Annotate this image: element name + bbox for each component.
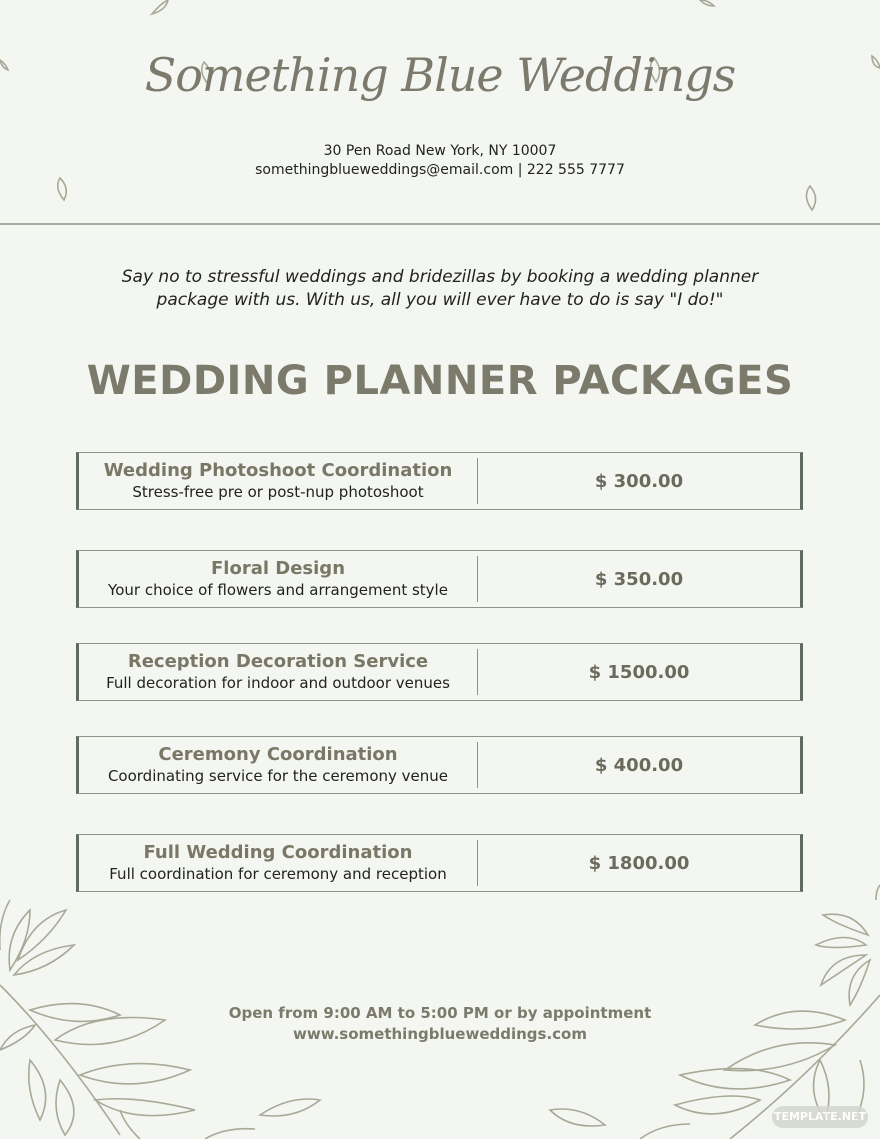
- package-price: $ 350.00: [594, 568, 684, 590]
- package-name: Reception Decoration Service: [127, 651, 429, 672]
- package-description: Full decoration for indoor and outdoor venues: [106, 674, 450, 692]
- page-title: WEDDING PLANNER PACKAGES: [86, 358, 794, 404]
- package-name: Floral Design: [210, 558, 346, 579]
- package-description: Your choice of flowers and arrangement style: [108, 581, 448, 599]
- package-description: Full coordination for ceremony and reception: [109, 865, 447, 883]
- package-description: Stress-free pre or post-nup photoshoot: [132, 483, 424, 501]
- package-price: $ 400.00: [594, 754, 684, 776]
- intro-line: package with us. With us, all you will ever have to do is say "I do!": [156, 290, 724, 310]
- watermark-badge: TEMPLATE.NET: [772, 1106, 868, 1128]
- package-row: [76, 736, 803, 794]
- header-divider: [0, 223, 880, 225]
- package-row: [76, 452, 803, 510]
- business-contact: somethingblueweddings@email.com | 222 555 7777: [255, 162, 625, 178]
- intro-line: Say no to stressful weddings and bridezillas by booking a wedding planner: [121, 267, 759, 287]
- package-info: [79, 551, 477, 607]
- package-row: [76, 643, 803, 701]
- package-name: Wedding Photoshoot Coordination: [103, 460, 453, 481]
- package-description: Coordinating service for the ceremony venue: [107, 767, 449, 785]
- package-price: $ 300.00: [594, 470, 684, 492]
- business-hours: Open from 9:00 AM to 5:00 PM or by appointment: [228, 1004, 652, 1022]
- package-price: $ 1800.00: [588, 852, 690, 874]
- package-info: [79, 453, 477, 509]
- package-info: [79, 835, 477, 891]
- package-price: $ 1500.00: [588, 661, 690, 683]
- package-info: [79, 737, 477, 793]
- intro-text: [90, 266, 790, 312]
- package-name: Ceremony Coordination: [158, 744, 398, 765]
- package-row: [76, 550, 803, 608]
- package-name: Full Wedding Coordination: [143, 842, 413, 863]
- package-row: [76, 834, 803, 892]
- business-address: 30 Pen Road New York, NY 10007: [323, 143, 557, 159]
- website-link[interactable]: www.somethingblueweddings.com: [292, 1025, 587, 1043]
- brand-logo: Something Blue Weddings: [144, 48, 736, 102]
- package-info: [79, 644, 477, 700]
